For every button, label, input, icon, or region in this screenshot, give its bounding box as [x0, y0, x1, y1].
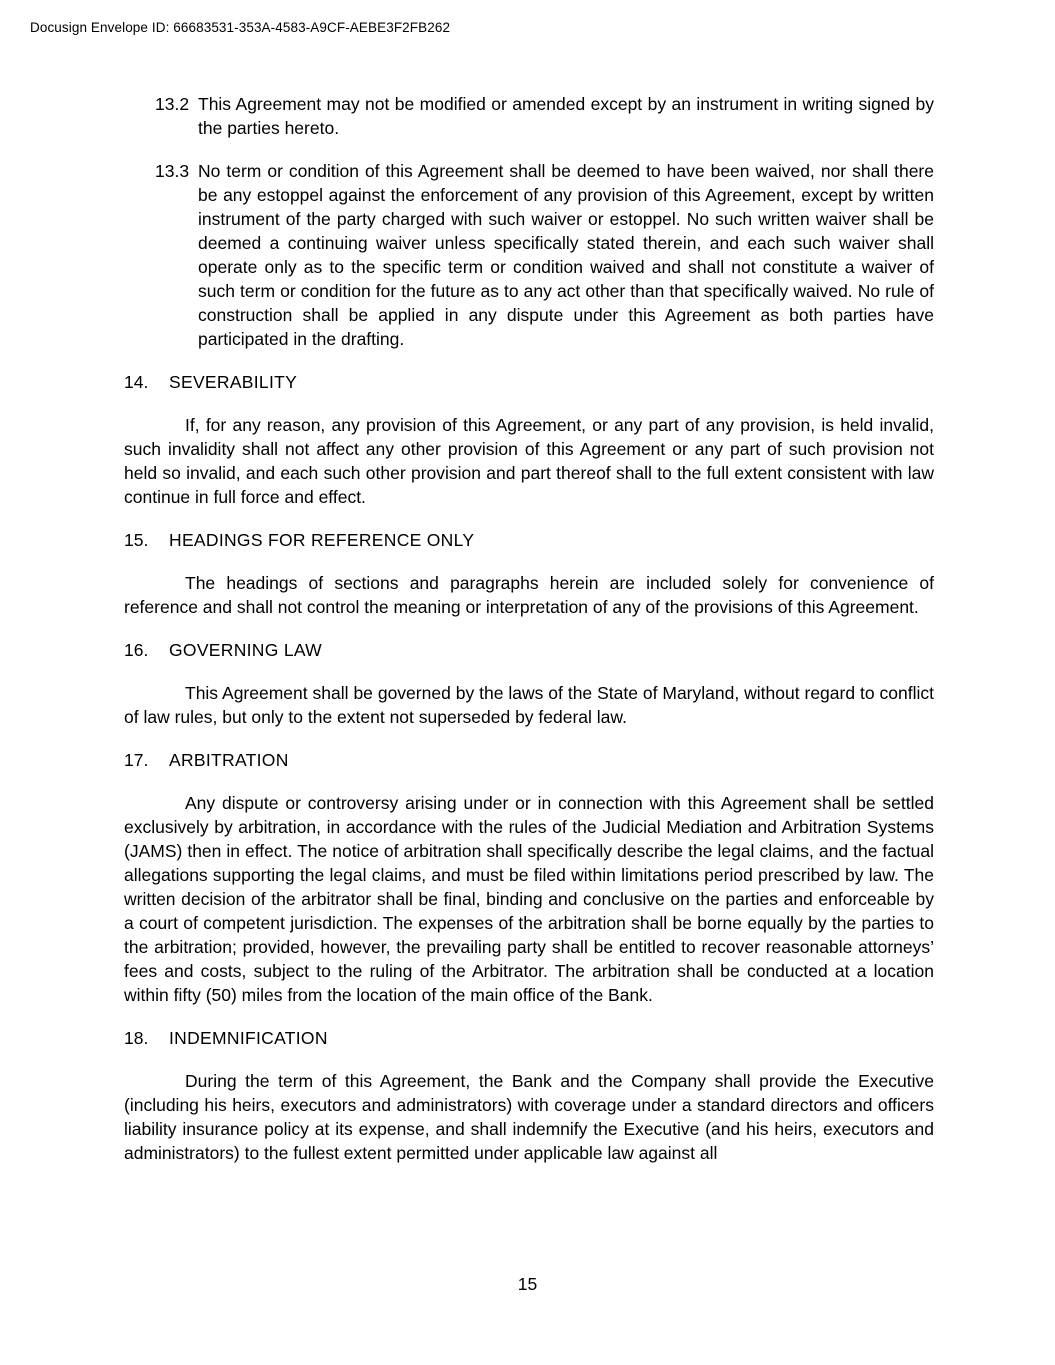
clause-13-2: [155, 92, 934, 140]
section-paragraph: The headings of sections and paragraphs herein are included solely for convenience of reference and shall not control the meaning or interpretation of any of the provisions of this Agreement.: [124, 573, 934, 617]
section-number: 15.: [124, 530, 149, 550]
section-headings-for-reference-only: [124, 528, 934, 619]
section-heading: [124, 1026, 934, 1050]
section-number: 18.: [124, 1028, 149, 1048]
document-content: [124, 92, 934, 1184]
section-title: INDEMNIFICATION: [169, 1028, 328, 1048]
clause-number: 13.2: [155, 94, 190, 114]
section-paragraph: Any dispute or controversy arising under or in connection with this Agreement shall be settled exclusively by arbitration, in accordance with the rules of the Judicial Mediation and Arbitration Systems (JAMS) then in effect. The notice of arbitration shall specifically describe the legal claims, and the factual allegations supporting the legal claims, and must be filed within limitations period prescribed by law. The written decision of the arbitrator shall be final, binding and conclusive on the parties and enforceable by a court of competent jurisdiction. The expenses of the arbitration shall be borne equally by the parties to the arbitration; provided, however, the prevailing party shall be entitled to recover reasonable attorneys’ fees and costs, subject to the ruling of the Arbitrator. The arbitration shall be conducted at a location within fifty (50) miles from the location of the main office of the Bank.: [124, 793, 934, 1005]
section-heading: [124, 638, 934, 662]
section-number: 16.: [124, 640, 149, 660]
section-heading: [124, 748, 934, 772]
page-number: 15: [517, 1274, 538, 1294]
section-title: SEVERABILITY: [169, 372, 298, 392]
section-arbitration: [124, 748, 934, 1007]
clause-number: 13.3: [155, 161, 190, 181]
section-heading: [124, 370, 934, 394]
section-number: 17.: [124, 750, 149, 770]
section-governing-law: [124, 638, 934, 729]
section-heading: [124, 528, 934, 552]
section-paragraph: If, for any reason, any provision of this Agreement, or any part of any provision, is held invalid, such invalidity shall not affect any other provision of this Agreement or any part of such provision not held so invalid, and each such other provision and part thereof shall to the full extent consistent with law continue in full force and effect.: [124, 415, 934, 507]
section-indemnification: [124, 1026, 934, 1165]
section-title: ARBITRATION: [169, 750, 289, 770]
clause-13-3: [155, 159, 934, 351]
section-title: HEADINGS FOR REFERENCE ONLY: [169, 530, 475, 550]
section-title: GOVERNING LAW: [169, 640, 322, 660]
clause-text: This Agreement may not be modified or amended except by an instrument in writing signed by the parties hereto.: [198, 94, 934, 138]
clause-text: No term or condition of this Agreement shall be deemed to have been waived, nor shall there be any estoppel against the enforcement of any provision of this Agreement, except by written instrument of the party charged with such waiver or estoppel. No such written waiver shall be deemed a continuing waiver unless specifically stated therein, and each such waiver shall operate only as to the specific term or condition waived and shall not constitute a waiver of such term or condition for the future as to any act other than that specifically waived. No rule of construction shall be applied in any dispute under this Agreement as both parties have participated in the drafting.: [198, 161, 934, 349]
section-severability: [124, 370, 934, 509]
docusign-envelope-id: Docusign Envelope ID: 66683531-353A-4583-A9CF-AEBE3F2FB262: [30, 20, 451, 35]
section-paragraph: This Agreement shall be governed by the laws of the State of Maryland, without regard to conflict of law rules, but only to the extent not superseded by federal law.: [124, 683, 934, 727]
section-number: 14.: [124, 372, 149, 392]
section-paragraph: During the term of this Agreement, the Bank and the Company shall provide the Executive (including his heirs, executors and administrators) with coverage under a standard directors and officers liability insurance policy at its expense, and shall indemnify the Executive (and his heirs, executors and administrators) to the fullest extent permitted under applicable law against all: [124, 1071, 934, 1163]
